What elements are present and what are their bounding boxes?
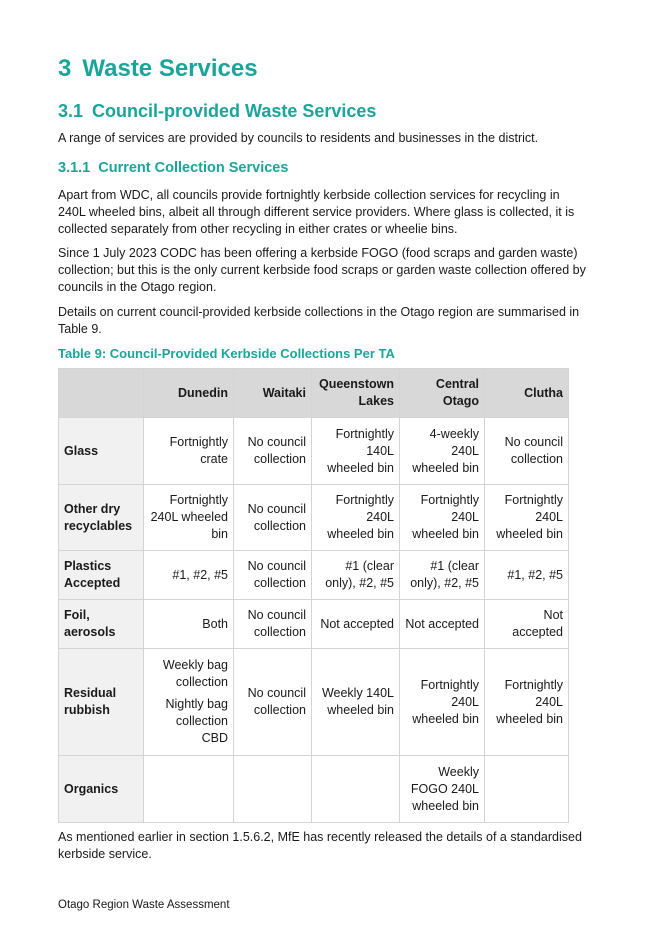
table-cell: Fortnightly 240L wheeled bin bbox=[485, 649, 569, 756]
table-cell: No council collection bbox=[234, 551, 312, 600]
table-cell: #1 (clear only), #2, #5 bbox=[400, 551, 485, 600]
table-cell: No council collection bbox=[485, 418, 569, 485]
table-cell bbox=[312, 756, 400, 823]
table-cell: Weekly FOGO 240L wheeled bin bbox=[400, 756, 485, 823]
section-heading bbox=[58, 55, 258, 83]
table-cell: Fortnightly crate bbox=[144, 418, 234, 485]
table-cell: #1, #2, #5 bbox=[144, 551, 234, 600]
table-cell: Fortnightly 140L wheeled bin bbox=[312, 418, 400, 485]
subsection-title: Council-provided Waste Services bbox=[92, 101, 377, 121]
table-cell: Fortnightly 240L wheeled bin bbox=[485, 485, 569, 551]
table-cell: #1 (clear only), #2, #5 bbox=[312, 551, 400, 600]
table-cell: No council collection bbox=[234, 418, 312, 485]
table-cell bbox=[485, 756, 569, 823]
header-cell: Queenstown Lakes bbox=[312, 369, 400, 418]
table-cell bbox=[234, 756, 312, 823]
table-row bbox=[59, 756, 569, 823]
table-cell: Fortnightly 240L wheeled bin bbox=[144, 485, 234, 551]
header-cell: Central Otago bbox=[400, 369, 485, 418]
table-cell: 4-weekly 240L wheeled bin bbox=[400, 418, 485, 485]
table-cell: Not accepted bbox=[400, 600, 485, 649]
table-cell: Fortnightly 240L wheeled bin bbox=[400, 485, 485, 551]
row-label: Residual rubbish bbox=[59, 649, 144, 756]
cell-line: Weekly bag collection bbox=[162, 658, 228, 689]
table-cell: No council collection bbox=[234, 649, 312, 756]
subsection-number: 3.1 bbox=[58, 101, 84, 121]
table-row bbox=[59, 485, 569, 551]
subsubsection-heading bbox=[58, 160, 288, 176]
cell-line-extra: Nightly bag collection CBD bbox=[165, 697, 228, 745]
table-cell: No council collection bbox=[234, 600, 312, 649]
table-row bbox=[59, 551, 569, 600]
subsection-heading bbox=[58, 101, 376, 122]
header-cell: Waitaki bbox=[234, 369, 312, 418]
table-cell bbox=[144, 756, 234, 823]
row-label: Foil, aerosols bbox=[59, 600, 144, 649]
header-cell: Clutha bbox=[485, 369, 569, 418]
row-label: Glass bbox=[59, 418, 144, 485]
table-row bbox=[59, 649, 569, 756]
table-cell: Fortnightly 240L wheeled bin bbox=[400, 649, 485, 756]
closing-paragraph: As mentioned earlier in section 1.5.6.2, MfE has recently released the details of a standardised kerbside service. bbox=[58, 830, 582, 861]
intro-paragraph: A range of services are provided by councils to residents and businesses in the district. bbox=[58, 131, 539, 145]
row-label: Plastics Accepted bbox=[59, 551, 144, 600]
subsubsection-title: Current Collection Services bbox=[98, 160, 289, 176]
row-label: Organics bbox=[59, 756, 144, 823]
row-label: Other dry recyclables bbox=[59, 485, 144, 551]
body-paragraph: Since 1 July 2023 CODC has been offering a kerbside FOGO (food scraps and garden waste) collection; but this is the only current kerbside food scraps or garden waste collection offered by councils in the Otago region. bbox=[58, 246, 586, 294]
section-number: 3 bbox=[58, 55, 72, 82]
section-title: Waste Services bbox=[82, 55, 258, 82]
body-paragraph: Details on current council-provided kerbside collections in the Otago region are summarised in Table 9. bbox=[58, 305, 580, 336]
table-cell: Weekly 140L wheeled bin bbox=[312, 649, 400, 756]
table-cell: Not accepted bbox=[485, 600, 569, 649]
table-cell: #1, #2, #5 bbox=[485, 551, 569, 600]
header-cell-empty bbox=[59, 369, 144, 418]
table-cell: Fortnightly 240L wheeled bin bbox=[312, 485, 400, 551]
table-cell: Not accepted bbox=[312, 600, 400, 649]
page-footer: Otago Region Waste Assessment bbox=[58, 899, 230, 911]
table-cell: Both bbox=[144, 600, 234, 649]
table-cell: No council collection bbox=[234, 485, 312, 551]
body-paragraph: Apart from WDC, all councils provide fortnightly kerbside collection services for recycling in 240L wheeled bins, albeit all through different service providers. Where glass is collected, it is collected separately from other recycling in either crates or wheelie bins. bbox=[58, 188, 575, 236]
table-header-row bbox=[59, 369, 569, 418]
kerbside-collections-table bbox=[58, 368, 569, 823]
table-caption: Table 9: Council-Provided Kerbside Collections Per TA bbox=[58, 346, 395, 361]
table-row bbox=[59, 600, 569, 649]
subsubsection-number: 3.1.1 bbox=[58, 160, 91, 176]
header-cell: Dunedin bbox=[144, 369, 234, 418]
table-cell bbox=[144, 649, 234, 756]
table-row bbox=[59, 418, 569, 485]
